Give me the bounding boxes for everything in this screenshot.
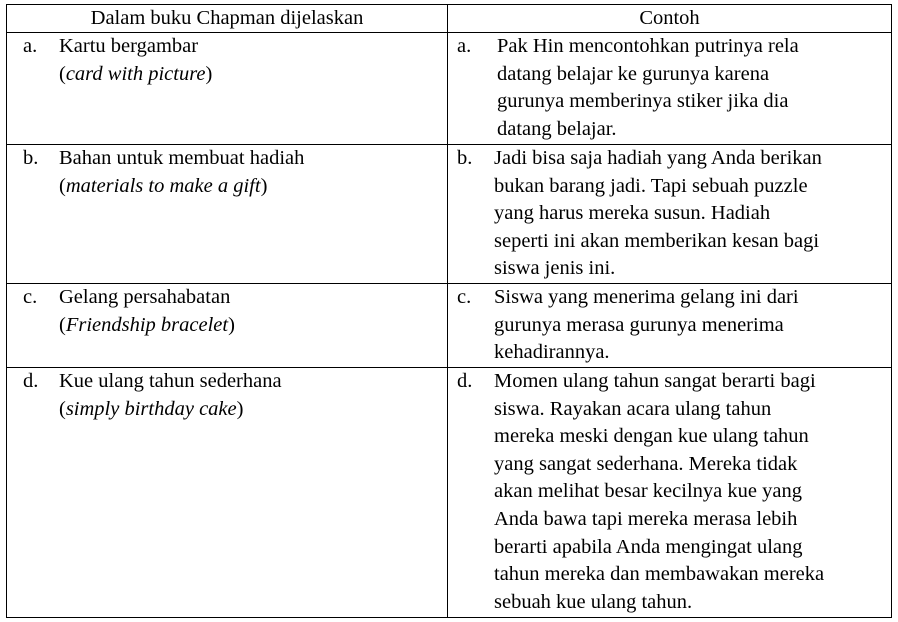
list-marker: d. [23,370,39,392]
example-text-line: kehadirannya. [494,341,610,364]
item-title: Kue ulang tahun sederhana [59,370,282,392]
open-paren: ( [59,62,66,85]
example-cell [448,145,892,284]
table-row [7,33,892,145]
item-title: Kartu bergambar [59,35,199,57]
example-text-line: yang sangat sederhana. Mereka tidak [494,452,798,475]
table-header-row [7,5,892,33]
list-marker: c. [457,286,472,308]
open-paren: ( [59,174,66,197]
example-cell [448,284,892,368]
list-marker: b. [23,147,39,169]
example-text-line: bukan barang jadi. Tapi sebuah puzzle [494,174,808,197]
example-cell [448,368,892,618]
english-term: materials to make a gift [65,174,261,197]
chapman-item-cell [7,33,448,145]
close-paren: ) [205,62,213,85]
table-row [7,368,892,618]
example-text-line: gurunya memberinya stiker jika dia [497,90,789,113]
example-text-line: seperti ini akan memberikan kesan bagi [494,229,820,252]
example-text-line: sebuah kue ulang tahun. [494,590,693,613]
example-text-line: Siswa yang menerima gelang ini dari [494,286,799,308]
example-text-line: mereka meski dengan kue ulang tahun [494,425,809,448]
table-row [7,145,892,284]
english-term: Friendship bracelet [65,313,229,336]
example-text-line: gurunya merasa gurunya menerima [494,313,784,336]
list-marker: a. [457,35,472,57]
list-marker: c. [23,286,38,308]
example-text-line: berarti apabila Anda mengingat ulang [494,535,803,558]
list-marker: b. [457,147,473,169]
list-marker: d. [457,370,473,392]
example-text-line: tahun mereka dan membawakan mereka [494,563,825,586]
item-title: Bahan untuk membuat hadiah [59,147,305,169]
example-text-line: datang belajar ke gurunya karena [497,62,770,85]
chapman-item-cell [7,284,448,368]
example-text-line: Momen ulang tahun sangat berarti bagi [494,370,816,392]
close-paren: ) [228,313,235,336]
close-paren: ) [260,174,268,197]
open-paren: ( [59,313,66,336]
chapman-item-cell [7,145,448,284]
example-text-line: datang belajar. [497,117,617,140]
example-text-line: siswa. Rayakan acara ulang tahun [494,397,772,420]
item-english-translation [59,312,441,340]
english-term: simply birthday cake [65,397,237,420]
comparison-table [6,4,892,618]
item-english-translation [59,173,441,201]
item-english-translation [59,396,441,424]
column-header-chapman: Dalam buku Chapman dijelaskan [7,5,448,33]
table-row [7,284,892,368]
example-text-line: Jadi bisa saja hadiah yang Anda berikan [494,147,822,169]
item-title: Gelang persahabatan [59,286,231,308]
open-paren: ( [59,397,66,420]
english-term: card with picture [65,62,206,85]
column-header-contoh: Contoh [448,5,892,33]
item-english-translation [59,61,441,89]
example-text-line: siswa jenis ini. [494,257,616,280]
close-paren: ) [236,397,244,420]
example-cell [448,33,892,145]
chapman-item-cell [7,368,448,618]
list-marker: a. [23,35,38,57]
example-text-line: akan melihat besar kecilnya kue yang [494,480,802,503]
example-text-line: yang harus mereka susun. Hadiah [494,202,771,225]
example-text-line: Pak Hin mencontohkan putrinya rela [497,35,799,57]
example-text-line: Anda bawa tapi mereka merasa lebih [494,507,798,530]
